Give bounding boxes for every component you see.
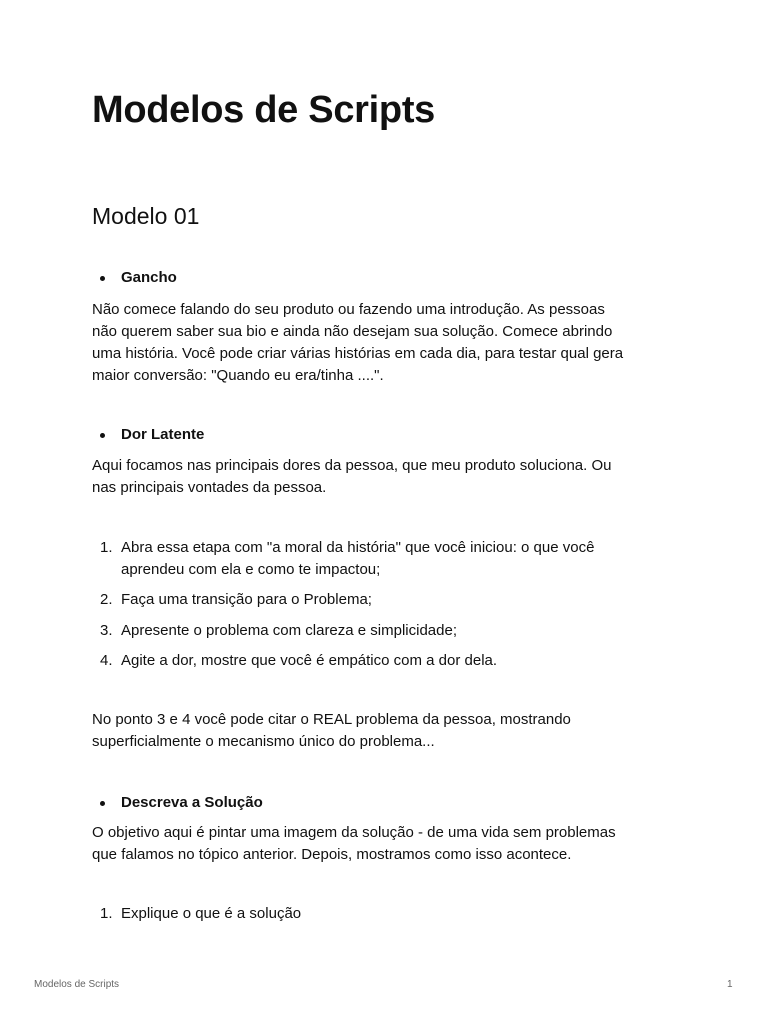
paragraph-line: O objetivo aqui é pintar uma imagem da solução - de uma vida sem problemas: [92, 824, 616, 841]
list-item-number: 4.: [100, 652, 113, 669]
section-title-modelo-01: Modelo 01: [92, 203, 200, 229]
paragraph-line: maior conversão: "Quando eu era/tinha ....".: [92, 367, 384, 384]
bullet-dot-icon: [100, 801, 105, 806]
paragraph-line: Não comece falando do seu produto ou fazendo uma introdução. As pessoas: [92, 301, 605, 318]
list-item-number: 1.: [100, 905, 113, 922]
list-item-line: Faça uma transição para o Problema;: [121, 591, 372, 608]
bullet-heading-gancho: Gancho: [121, 269, 177, 286]
list-item-number: 3.: [100, 622, 113, 639]
bullet-dot-icon: [100, 276, 105, 281]
list-item-text: [121, 903, 681, 925]
footer-page-number: 1: [727, 979, 733, 990]
bullet-dot-icon: [100, 433, 105, 438]
paragraph-line: uma história. Você pode criar várias histórias em cada dia, para testar qual gera: [92, 345, 624, 362]
paragraph-line: não querem saber sua bio e ainda não desejam sua solução. Comece abrindo: [92, 323, 613, 340]
list-item-text: [121, 620, 681, 642]
paragraph-solucao: [92, 822, 692, 866]
paragraph-line: que falamos no tópico anterior. Depois, mostramos como isso acontece.: [92, 846, 572, 863]
paragraph-note: [92, 709, 692, 753]
list-item-line: Apresente o problema com clareza e simplicidade;: [121, 622, 457, 639]
paragraph-line: No ponto 3 e 4 você pode citar o REAL problema da pessoa, mostrando: [92, 711, 571, 728]
list-item-text: [121, 650, 681, 672]
list-item-line: Agite a dor, mostre que você é empático com a dor dela.: [121, 652, 498, 669]
paragraph-gancho: [92, 299, 692, 387]
bullet-heading-dor-latente: Dor Latente: [121, 426, 205, 443]
list-item-text: [121, 589, 681, 611]
list-item-text: [121, 537, 681, 581]
list-item-line: aprendeu com ela e como te impactou;: [121, 561, 381, 578]
paragraph-line: superficialmente o mecanismo único do problema...: [92, 733, 435, 750]
list-item-line: Abra essa etapa com "a moral da história" que você iniciou: o que você: [121, 539, 595, 556]
paragraph-dor-latente: [92, 455, 692, 499]
list-item-number: 2.: [100, 591, 113, 608]
paragraph-line: nas principais vontades da pessoa.: [92, 479, 327, 496]
list-item-line: Explique o que é a solução: [121, 905, 302, 922]
bullet-heading-descreva-a-solucao: Descreva a Solução: [121, 794, 263, 811]
footer-document-title: Modelos de Scripts: [34, 979, 120, 990]
list-item-number: 1.: [100, 539, 113, 556]
paragraph-line: Aqui focamos nas principais dores da pessoa, que meu produto soluciona. Ou: [92, 457, 612, 474]
page-title: Modelos de Scripts: [92, 89, 436, 131]
